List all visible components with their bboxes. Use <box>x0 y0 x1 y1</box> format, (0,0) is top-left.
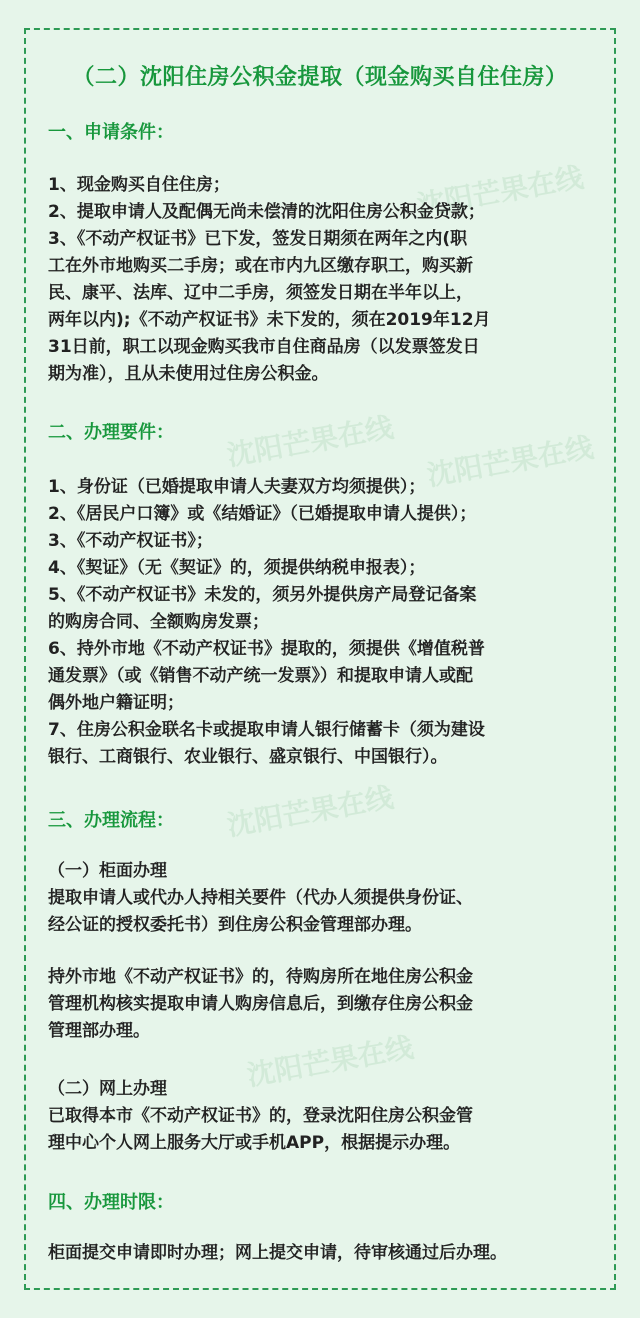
text-line: 期为准），且从未使用过住房公积金。 <box>48 364 329 384</box>
text-line: 3、《不动产权证书》； <box>48 531 213 551</box>
page-title: （二）沈阳住房公积金提取（现金购买自住住房） <box>72 65 568 90</box>
conditions-text <box>48 172 618 388</box>
text-line: 31日前，职工以现金购买我市自住商品房（以发票签发日 <box>48 337 480 357</box>
text-line: 柜面提交申请即时办理；网上提交申请，待审核通过后办理。 <box>48 1243 507 1263</box>
text-line: 5、《不动产权证书》未发的，须另外提供房产局登记备案 <box>48 585 477 605</box>
text-line: 2、《居民户口簿》或《结婚证》（已婚提取申请人提供）； <box>48 504 477 524</box>
text-line: （一）柜面办理 <box>48 861 167 881</box>
text-line: 两年以内);《不动产权证书》未下发的，须在2019年12月 <box>48 310 491 330</box>
section-heading-time-limit: 四、办理时限： <box>48 1192 174 1213</box>
text-line: 持外市地《不动产权证书》的，待购房所在地住房公积金 <box>48 967 473 987</box>
section-heading-process: 三、办理流程： <box>48 810 174 831</box>
time-limit-text <box>48 1240 618 1267</box>
text-line: 的购房合同、全额购房发票； <box>48 612 269 632</box>
text-line: 提取申请人或代办人持相关要件（代办人须提供身份证、 <box>48 888 473 908</box>
text-line: 偶外地户籍证明； <box>48 693 184 713</box>
text-line: 1、身份证（已婚提取申请人夫妻双方均须提供）； <box>48 477 426 497</box>
process-online-block <box>48 1076 618 1157</box>
watermark: 沈阳芒果在线 <box>224 780 396 843</box>
text-line: 7、住房公积金联名卡或提取申请人银行储蓄卡（须为建设 <box>48 720 485 740</box>
text-line: 理中心个人网上服务大厅或手机APP，根据提示办理。 <box>48 1133 461 1153</box>
section-heading-documents: 二、办理要件： <box>48 422 174 443</box>
text-line: 1、现金购买自住住房； <box>48 175 230 195</box>
process-counter-block <box>48 858 618 939</box>
process-other-city-block <box>48 964 618 1045</box>
text-line: 2、提取申请人及配偶无尚未偿清的沈阳住房公积金贷款； <box>48 202 485 222</box>
text-line: 6、持外市地《不动产权证书》提取的，须提供《增值税普 <box>48 639 485 659</box>
text-line: 4、《契证》（无《契证》的，须提供纳税申报表）； <box>48 558 426 578</box>
text-line: 通发票》（或《销售不动产统一发票》）和提取申请人或配 <box>48 666 473 686</box>
text-line: 民、康平、法库、辽中二手房，须签发日期在半年以上， <box>48 283 473 303</box>
watermark: 沈阳芒果在线 <box>414 160 586 223</box>
text-line: （二）网上办理 <box>48 1079 167 1099</box>
text-line: 已取得本市《不动产权证书》的，登录沈阳住房公积金管 <box>48 1106 473 1126</box>
content-card <box>24 28 616 1290</box>
watermark: 沈阳芒果在线 <box>424 430 596 493</box>
text-line: 3、《不动产权证书》已下发，签发日期须在两年之内(职 <box>48 229 468 249</box>
watermark: 沈阳芒果在线 <box>224 410 396 473</box>
text-line: 经公证的授权委托书）到住房公积金管理部办理。 <box>48 915 422 935</box>
text-line: 管理部办理。 <box>48 1021 150 1041</box>
watermark: 沈阳芒果在线 <box>244 1030 416 1093</box>
documents-text <box>48 474 618 771</box>
text-line: 工在外市地购买二手房；或在市内九区缴存职工，购买新 <box>48 256 473 276</box>
text-line: 银行、工商银行、农业银行、盛京银行、中国银行）。 <box>48 747 448 767</box>
text-line: 管理机构核实提取申请人购房信息后，到缴存住房公积金 <box>48 994 473 1014</box>
section-heading-conditions: 一、申请条件： <box>48 122 174 143</box>
